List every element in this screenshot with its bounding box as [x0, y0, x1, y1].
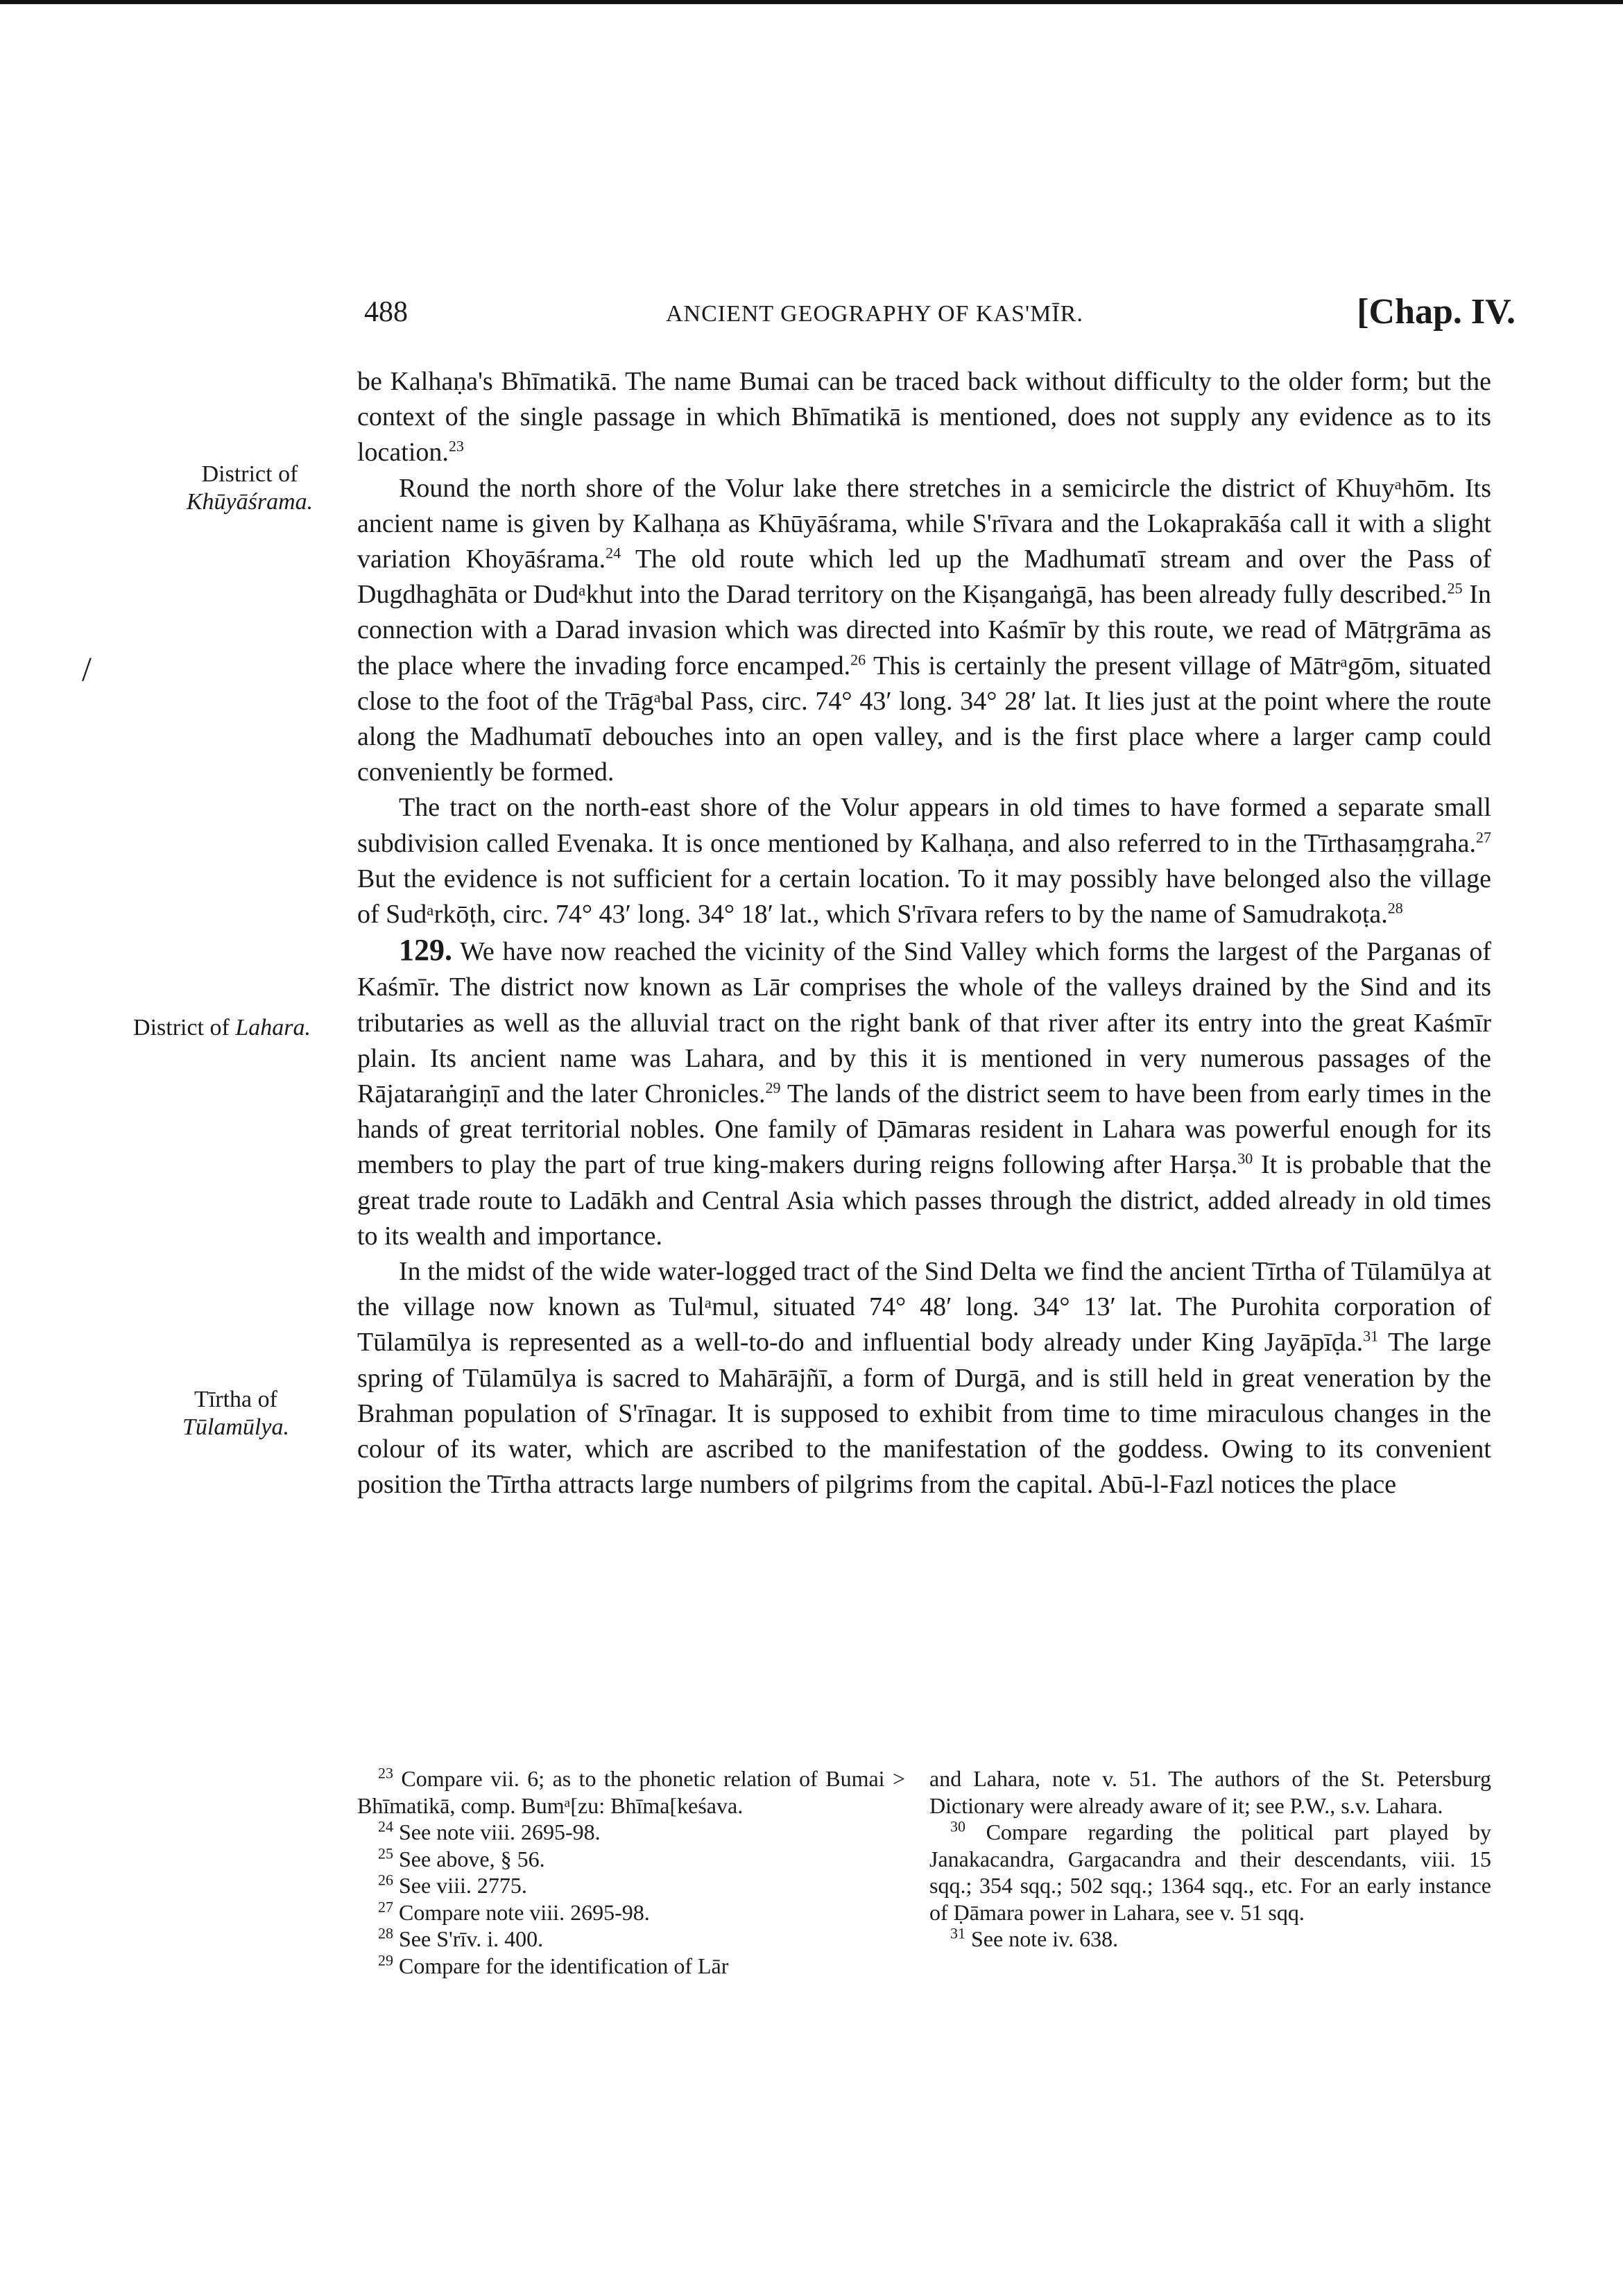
- chapter-label: [Chap. IV.: [1357, 292, 1515, 332]
- footnote: $^{26}$ See viii. 2775.: [378, 1871, 527, 1898]
- footnote: $^{23}$ Compare vii. 6; as to the phonetic relation of Bumai > Bhīmatikā, comp. Bumᵃ[zu: Bhīma[keśava.: [357, 1764, 905, 1818]
- footnote-ref: 25: [1447, 579, 1463, 597]
- margin-note-tulamulya: [156, 1386, 316, 1441]
- footnotes-right-column: [929, 1765, 1491, 1953]
- paragraph: be Kalhaṇa's Bhīmatikā. The name Bumai can be traced back without difficulty to the older form; but the context of the single passage in which Bhīmatikā is mentioned, does not supply any evidence as to its location.$^{23}$: [357, 367, 1491, 468]
- footnote-ref: 30: [1237, 1149, 1253, 1167]
- footnote: $^{24}$ See note viii. 2695-98.: [378, 1817, 601, 1844]
- margin-note-line: Lahara.: [235, 1015, 311, 1040]
- page-number: 488: [364, 296, 408, 328]
- running-title: ANCIENT GEOGRAPHY OF KAS'MĪR.: [666, 301, 1083, 327]
- paragraph: In the midst of the wide water-logged tract of the Sind Delta we find the ancient Tīrtha of Tūlamūlya at the village now known as Tulᵃmul, situated 74° 48′ long. 34° 13′ lat. The Purohita corporation of Tūlamūlya is represented as a well-to-do and influential body already under King Jayāpīḍa.$^{31}$ The large spring of Tūlamūlya is sacred to Mahārājñī, a form of Durgā, and is still held in great veneration by the Brahman population of S'rīnagar. It is supposed to exhibit from time to time miraculous changes in the colour of its water, which are ascribed to the manifestation of the goddess. Owing to its convenient position the Tīrtha attracts large numbers of pilgrims from the capital. Abū-l-Fazl notices the place: [357, 1257, 1491, 1500]
- footnote: $^{25}$ See above, § 56.: [378, 1844, 545, 1871]
- footnotes-left-column: [357, 1765, 905, 1979]
- pencil-mark: /: [82, 649, 92, 688]
- footnote: $^{27}$ Compare note viii. 2695-98.: [378, 1897, 650, 1925]
- footnote-ref: 26: [850, 650, 866, 668]
- paragraph: Round the north shore of the Volur lake there stretches in a semicircle the district of Khuyᵃhōm. Its ancient name is given by Kalhaṇa as Khūyāśrama, while S'rīvara and the Lokaprakāśa call it with a slight variation Khoyāśrama.$^{24}$ The old route which led up the Madhumatī stream and over the Pass of Dugdhaghāta or Dudᵃkhut into the Darad territory on the Kiṣangaṅgā, has been already fully described.$^{25}$ In connection with a Darad invasion which was directed into Kaśmīr by this route, we read of Mātṛgrāma as the place where the invading force encamped.$^{26}$ This is certainly the present village of Mātrᵃgōm, situated close to the foot of the Trāgᵃbal Pass, circ. 74° 43′ long. 34° 28′ lat. It lies just at the point where the route along the Madhumatī debouches into an open valley, and is the first place where a larger camp could conveniently be formed.: [357, 473, 1492, 787]
- page-header: [364, 290, 1515, 345]
- margin-note-line: Khūyāśrama.: [186, 489, 314, 515]
- footnote-ref: 28: [1387, 899, 1403, 917]
- footnote: $^{29}$ Compare for the identification of Lār: [378, 1951, 729, 1978]
- margin-note-line: Tīrtha of: [194, 1387, 277, 1412]
- footnote: $^{31}$ See note iv. 638.: [950, 1924, 1119, 1951]
- footnote-ref: 29: [765, 1079, 781, 1097]
- main-text: [357, 364, 1491, 1503]
- footnote: $^{30}$ Compare regarding the political part played by Janakacandra, Gargacandra and their descendants, viii. 15 sqq.; 354 sqq.; 502 sqq.; 1364 sqq., etc. For an early instance of Ḍāmara power in Lahara, see v. 51 sqq.: [929, 1817, 1491, 1925]
- margin-note-line: Tūlamūlya.: [182, 1414, 289, 1440]
- section-number: 129.: [399, 933, 452, 968]
- margin-note-khuyasrama: [156, 461, 343, 516]
- footnote-ref: 24: [606, 544, 621, 562]
- paragraph-section-129: 129. We have now reached the vicinity of the Sind Valley which forms the largest of the Parganas of Kaśmīr. The district now known as Lār comprises the whole of the valleys drained by the Sind and its tributaries as well as the alluvial tract on the right bank of that river after its entry into the great Kaśmīr plain. Its ancient name was Lahara, and by this it is mentioned in very numerous passages of the Rājataraṅgiṇī and the later Chronicles.$^{29}$ The lands of the district seem to have been from early times in the hands of great territorial nobles. One family of Ḍāmaras resident in Lahara was powerful enough for its members to play the part of true king-makers during reigns following after Harṣa.$^{30}$ It is probable that the great trade route to Ladākh and Central Asia which passes through the district, added already in old times to its wealth and importance.: [357, 933, 1491, 1251]
- paragraph: The tract on the north-east shore of the Volur appears in old times to have formed a separate small subdivision called Evenaka. It is once mentioned by Kalhaṇa, and also referred to in the Tīrthasaṃgraha.$^{27}$ But the evidence is not sufficient for a certain location. To it may possibly have belonged also the village of Sudᵃrkōṭh, circ. 74° 43′ long. 34° 18′ lat., which S'rīvara refers to by the name of Samudrakoṭa.$^{28}$: [357, 793, 1491, 929]
- footnote-ref: 27: [1476, 828, 1491, 846]
- footnote-ref: 31: [1363, 1327, 1379, 1345]
- margin-note-line: District of: [201, 461, 298, 487]
- footnote-ref: 23: [448, 437, 464, 455]
- footnote: $^{28}$ See S'rīv. i. 400.: [378, 1924, 544, 1951]
- margin-note-lahara: [97, 1014, 347, 1042]
- margin-note-line: District of: [133, 1015, 230, 1040]
- footnote-continuation: and Lahara, note v. 51. The authors of the St. Petersburg Dictionary were already aware of it; see P.W., s.v. Lahara.: [929, 1766, 1491, 1818]
- top-border: [0, 0, 1623, 4]
